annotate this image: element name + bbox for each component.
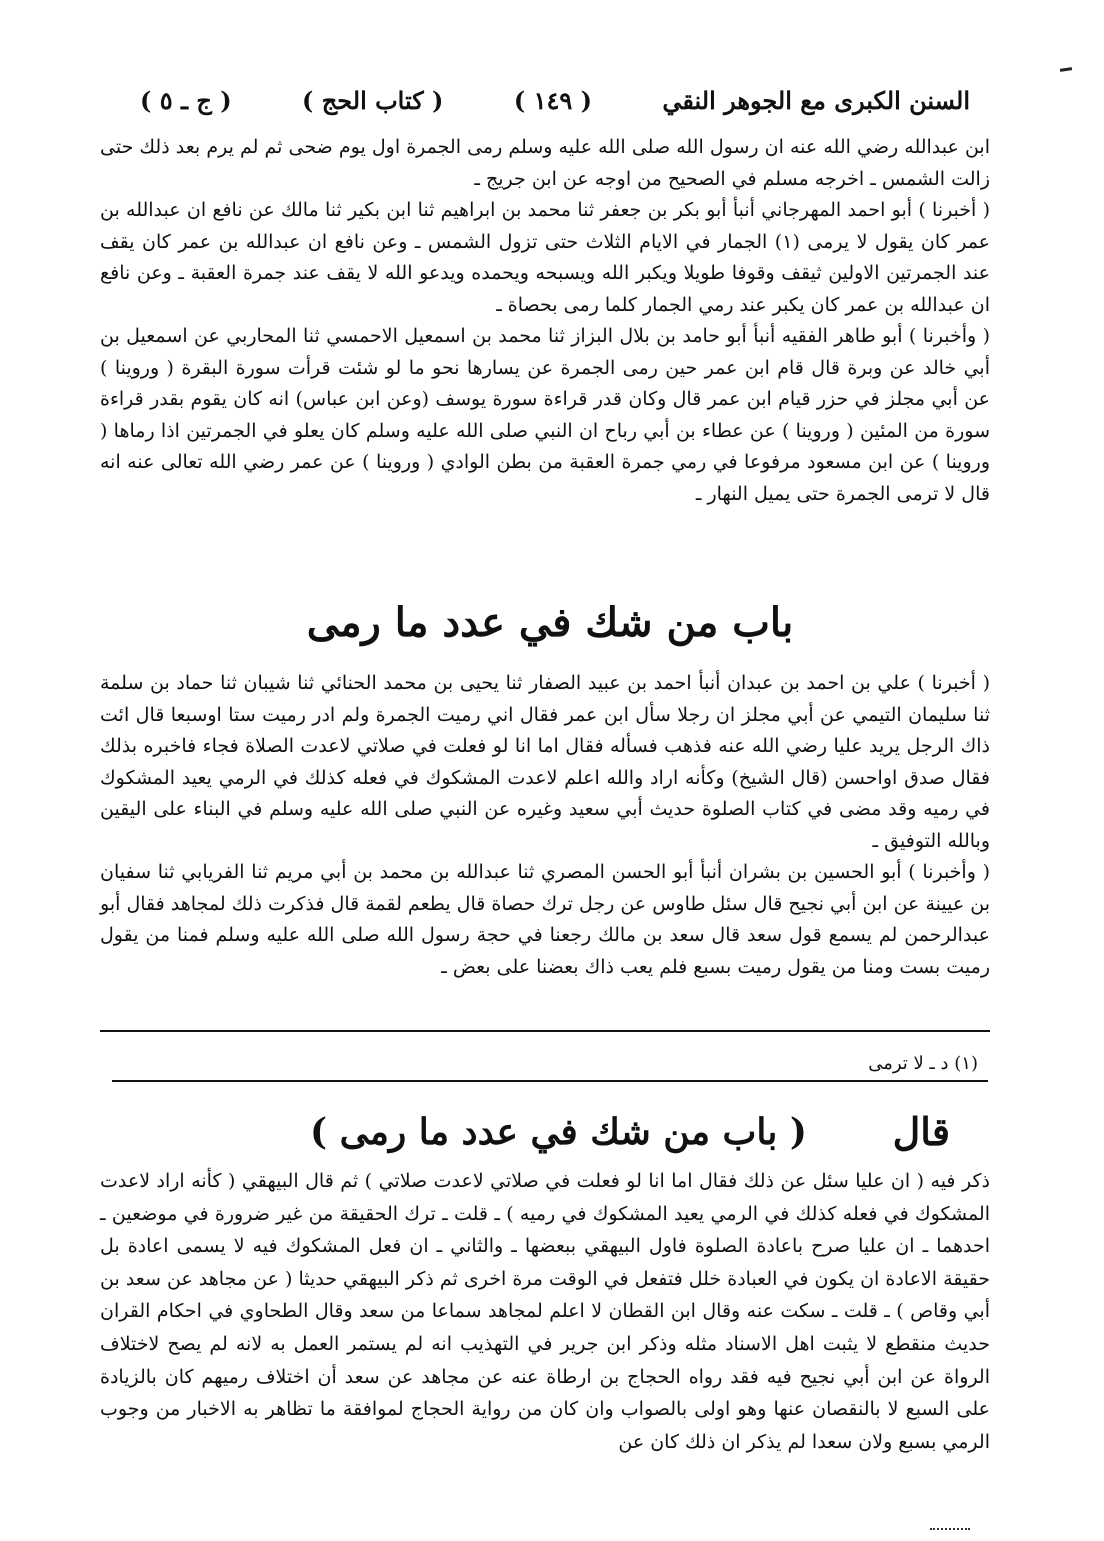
main-text-bottom [100, 668, 990, 983]
page-number-value: ١٤٩ [533, 85, 573, 115]
main-text-top [100, 132, 990, 510]
scan-mark [1060, 67, 1072, 72]
chapter-value: كتاب الحج [321, 85, 424, 115]
footnote: (١) د ـ لا ترمى [868, 1053, 978, 1074]
commentary-qal-label: قال [892, 1109, 950, 1154]
header-volume: ( ج ـ ٥ ) [140, 85, 232, 115]
header-book-title: السنن الكبرى مع الجوهر النقي [662, 85, 970, 115]
paragraph: ( وأخبرنا ) أبو طاهر الفقيه أنبأ أبو حامد بن بلال البزاز ثنا محمد بن اسمعيل الاحمسي ثنا المحاربي عن اسمعيل بن أبي خالد عن وبرة قال قام ابن عمر حين رمى الجمرة عن يسارها نحو ما لو شئت قرأت سورة البقرة ( وروينا ) عن أبي مجلز في حزر قيام ابن عمر قال وكان قدر قراءة سورة يوسف (وعن ابن عباس) انه كان يقوم بقدر قراءة سورة من المئين ( وروينا ) عن عطاء بن أبي رباح ان النبي صلى الله عليه وسلم كان يعلو في الجمرتين اذا رماها ( وروينا ) عن ابن مسعود مرفوعا في رمي جمرة العقبة من بطن الوادي ( وروينا ) عن عمر رضي الله تعالى عنه انه قال لا ترمى الجمرة حتى يميل النهار ـ [100, 325, 990, 505]
paragraph: ( أخبرنا ) علي بن احمد بن عبدان أنبأ احمد بن عبيد الصفار ثنا يحيى بن محمد الحنائي ثنا شيبان ثنا حماد بن سلمة ثنا سليمان التيمي عن أبي مجلز ان رجلا سأل ابن عمر فقال اني رميت الجمرة ولم ادر رميت ستا اوسبعا قال ائت ذاك الرجل يريد عليا رضي الله عنه فذهب فسأله فقال اما انا لو فعلت في صلاتي لاعدت الصلاة فجاء فاخبره بذلك فقال صدق اواحسن (قال الشيخ) وكأنه اراد والله اعلم لاعدت المشكوك في فعله كذلك في الرمي يعيد المشكوك في رميه وقد مضى في كتاب الصلوة حديث أبي سعيد وغيره عن النبي صلى الله عليه وسلم في البناء على اليقين وبالله التوفيق ـ [100, 672, 990, 852]
paragraph: ( أخبرنا ) أبو احمد المهرجاني أنبأ أبو بكر بن جعفر ثنا محمد بن ابراهيم ثنا ابن بكير ثنا مالك عن نافع ان عبدالله بن عمر كان يقول لا يرمى (١) الجمار في الايام الثلاث حتى تزول الشمس ـ وعن نافع ان عبدالله بن عمر كان يقف عند الجمرتين الاولين ثيقف وقوفا طويلا ويكبر الله ويسبحه ويحمده ويدعو الله لا يقف عند جمرة العقبة ـ وعن نافع ان عبدالله بن عمر كان يكبر عند رمي الجمار كلما رمى بحصاة ـ [100, 199, 991, 316]
paragraph: ذكر فيه ( ان عليا سئل عن ذلك فقال اما انا لو فعلت في صلاتي لاعدت صلاتي ) ثم قال البيهقي ( كأنه اراد لاعدت المشكوك في فعله كذلك في الرمي يعيد المشكوك في رميه ) ـ قلت ـ ترك الحقيقة من غير ضرورة في موضعين ـ احدهما ـ ان عليا صرح باعادة الصلوة فاول البيهقي ببعضها ـ والثاني ـ ان فعل المشكوك فيه لا يسمى اعادة بل حقيقة الاعادة ان يكون في العبادة خلل فتفعل في الوقت مرة اخرى ثم ذكر البيهقي حديثا ( عن مجاهد عن سعد بن أبي وقاص ) ـ قلت ـ سكت عنه وقال ابن القطان لا اعلم لمجاهد سماعا من سعد وقال الطحاوي في احكام القران حديث منقطع لا يثبت اهل الاسناد مثله وذكر ابن جرير في التهذيب انه لم يستمر العمل به لانه لم يصح لاختلاف الرواة عن ابن أبي نجيح فيه فقد رواه الحجاج بن ارطاة عنه عن مجاهد عن سعد أن اختلاف رميهم كان بالزيادة على السبع لا بالنقصان عنها وهو اولى بالصواب وان كان من رواية الحجاج لموافقة ما تظاهر به الاخبار من وجوب الرمي بسبع ولان سعدا لم يذكر ان ذلك كان عن [100, 1170, 990, 1453]
header-page-number: ( ١٤٩ ) [513, 85, 592, 115]
footnote-divider [100, 1030, 990, 1032]
running-header [140, 80, 970, 120]
paragraph: ( وأخبرنا ) أبو الحسين بن بشران أنبأ أبو الحسن المصري ثنا عبدالله بن محمد بن أبي مريم ثنا الفريابي ثنا سفيان بن عيينة عن ابن أبي نجيح قال سئل طاوس عن رجل ترك حصاة قال يطعم لقمة قال فذكرت ذلك لمجاهد فقال أبو عبدالرحمن لم يسمع قول سعد قال سعد بن مالك رجعنا في حجة رسول الله صلى الله عليه وسلم فمنا من يقول رميت بست ومنا من يقول رميت بسبع فلم يعب ذاك بعضنا على بعض ـ [100, 861, 990, 978]
header-chapter: ( كتاب الحج ) [302, 85, 444, 115]
commentary-heading [100, 1100, 960, 1164]
commentary-text [100, 1165, 990, 1458]
section-heading: باب من شك في عدد ما رمى [306, 599, 794, 646]
paragraph: ابن عبدالله رضي الله عنه ان رسول الله صلى الله عليه وسلم رمى الجمرة اول يوم ضحى ثم لم يرم بعد ذلك حتى زالت الشمس ـ اخرجه مسلم في الصحيح من اوجه عن ابن جريج ـ [100, 136, 990, 190]
page-continuation-mark [930, 1528, 970, 1534]
commentary-divider [112, 1080, 988, 1082]
commentary-title: ( باب من شك في عدد ما رمى ) [310, 1111, 807, 1153]
volume-value: ج ـ ٥ [159, 85, 212, 115]
